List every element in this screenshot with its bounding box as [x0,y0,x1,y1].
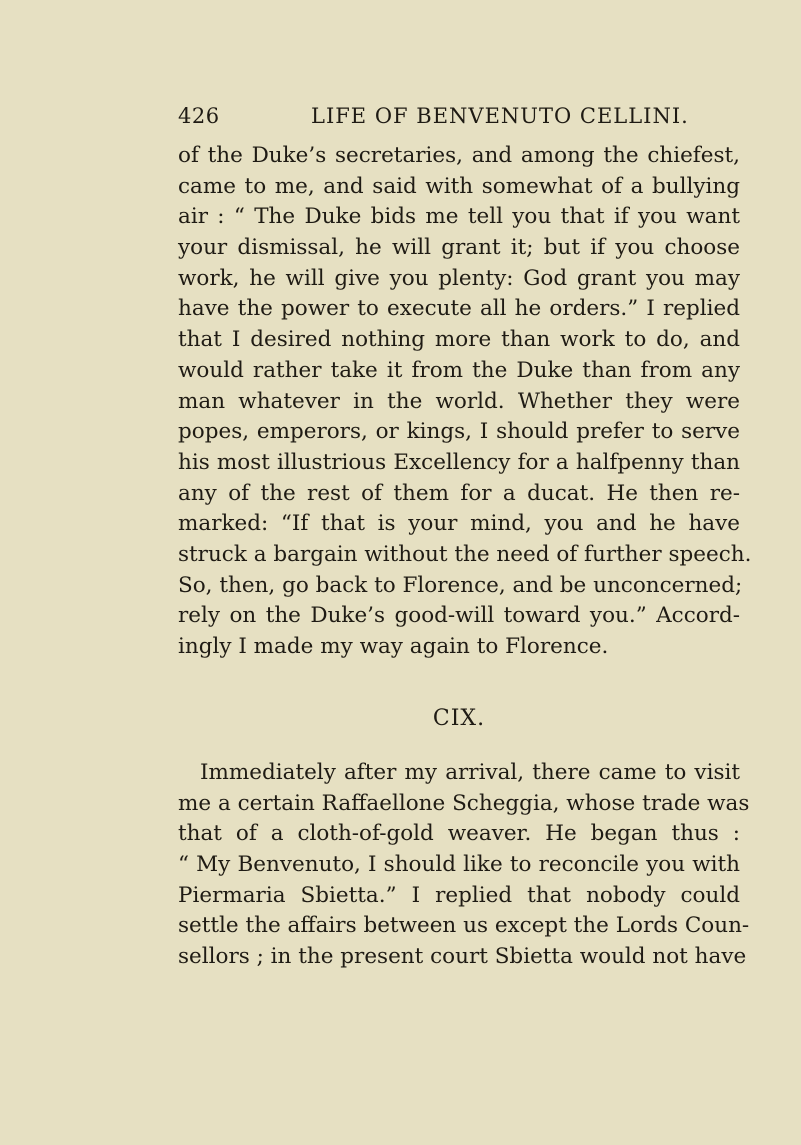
text-line: So, then, go back to Florence, and be unconcerned; [178,572,743,598]
text-line: man whatever in the world. Whether they were [178,388,740,414]
text-line: struck a bargain without the need of further speech. [178,541,752,567]
running-head [178,104,738,134]
text-line: air : “ The Duke bids me tell you that if you want [178,204,740,230]
text-line: Piermaria Sbietta.” I replied that nobody could [178,882,740,908]
text-line: that I desired nothing more than work to do, and [178,327,740,353]
text-line: your dismissal, he will grant it; but if you choose [178,235,740,261]
text-line: have the power to execute all he orders.” I replied [178,296,740,322]
text-line: ingly I made my way again to Florence. [178,634,609,659]
text-line: Immediately after my arrival, there came to visit [200,760,740,785]
text-line: sellors ; in the present court Sbietta would not have [178,944,747,970]
text-line: that of a cloth-of-gold weaver. He began thus : [178,821,740,847]
text-line: would rather take it from the Duke than from any [178,357,740,383]
paragraph [178,758,750,973]
text-line: his most illustrious Excellency for a halfpenny than [178,449,740,475]
text-line: rely on the Duke’s good-will toward you.” Accord- [178,603,740,629]
text-line: settle the affairs between us except the Lords Coun- [178,913,750,939]
text-line: me a certain Raffaellone Scheggia, whose trade was [178,790,750,816]
text-line: work, he will give you plenty: God grant you may [178,265,740,291]
text-line: came to me, and said with somewhat of a bullying [178,173,740,199]
chapter-heading: CIX. [432,706,486,731]
text-line: of the Duke’s secretaries, and among the chiefest, [178,143,740,168]
paragraph-continued [178,141,752,663]
text-line: marked: “If that is your mind, you and he have [178,511,740,537]
text-line: any of the rest of them for a ducat. He then re- [178,480,740,506]
text-line: popes, emperors, or kings, I should prefer to serve [178,419,740,445]
running-title: LIFE OF BENVENUTO CELLINI. [311,104,689,128]
page-number: 426 [178,104,220,128]
text-line: “ My Benvenuto, I should like to reconcile you with [178,852,740,878]
